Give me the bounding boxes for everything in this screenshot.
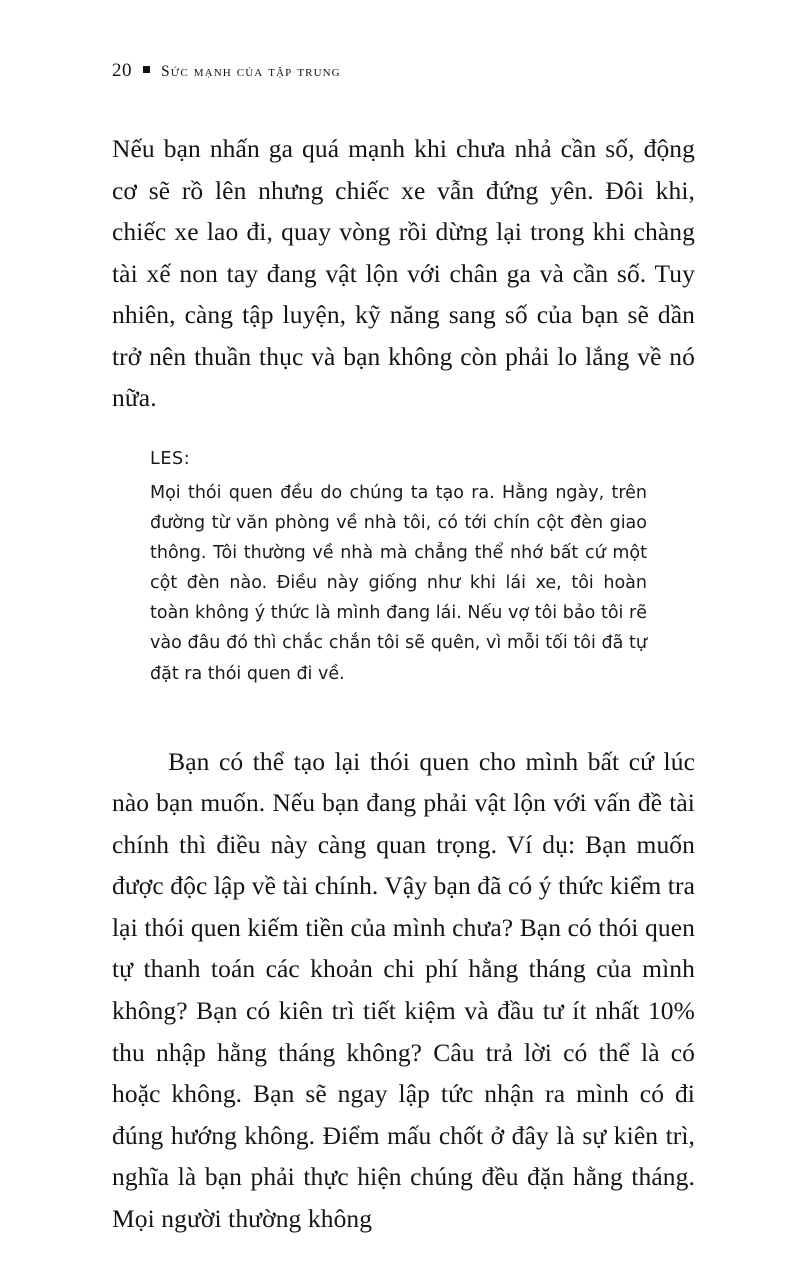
spacer	[112, 719, 695, 741]
quote-text: Mọi thói quen đều do chúng ta tạo ra. Hằng ngày, trên đường từ văn phòng về nhà tôi, có tới chín cột đèn giao thông. Tôi thường về nhà mà chẳng thể nhớ bất cứ một cột đèn nào. Điều này giống như khi lái xe, tôi hoàn toàn không ý thức là mình đang lái. Nếu vợ tôi bảo tôi rẽ vào đâu đó thì chắc chắn tôi sẽ quên, vì mỗi tối tôi đã tự đặt ra thói quen đi về.	[150, 482, 647, 684]
square-bullet-icon	[143, 66, 150, 73]
book-title: sức mạnh của tập trung	[161, 63, 341, 80]
running-head	[112, 60, 695, 82]
paragraph-2: Bạn có thể tạo lại thói quen cho mình bất cứ lúc nào bạn muốn. Nếu bạn đang phải vật lộn với vấn đề tài chính thì điều này càng quan trọng. Ví dụ: Bạn muốn được độc lập về tài chính. Vậy bạn đã có ý thức kiểm tra lại thói quen kiếm tiền của mình chưa? Bạn có thói quen tự thanh toán các khoản chi phí hằng tháng của mình không? Bạn có kiên trì tiết kiệm và đầu tư ít nhất 10% thu nhập hằng tháng không? Câu trả lời có thể là có hoặc không. Bạn sẽ ngay lập tức nhận ra mình có đi đúng hướng không. Điểm mấu chốt ở đây là sự kiên trì, nghĩa là bạn phải thực hiện chúng đều đặn hằng tháng. Mọi người thường không	[112, 746, 695, 1233]
page-number: 20	[112, 60, 132, 81]
quote-block	[112, 449, 695, 689]
paragraph-1: Nếu bạn nhấn ga quá mạnh khi chưa nhả cần số, động cơ sẽ rồ lên nhưng chiếc xe vẫn đứng yên. Đôi khi, chiếc xe lao đi, quay vòng rồi dừng lại trong khi chàng tài xế non tay đang vật lộn với chân ga và cần số. Tuy nhiên, càng tập luyện, kỹ năng sang số của bạn sẽ dần trở nên thuần thục và bạn không còn phải lo lắng về nó nữa.	[112, 134, 695, 413]
quote-speaker: LES:	[150, 448, 191, 469]
